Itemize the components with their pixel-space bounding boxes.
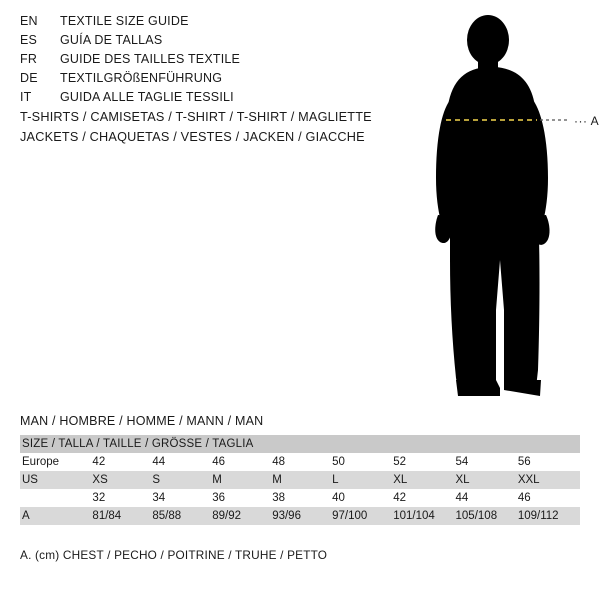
table-cell: 50: [332, 456, 345, 468]
table-cell: 105/108: [455, 510, 498, 522]
table-cell: 101/104: [393, 510, 435, 522]
legend-code: FR: [20, 52, 38, 66]
table-cell: 109/112: [517, 510, 559, 522]
legend-code: IT: [20, 90, 32, 104]
legend-text: TEXTILGRÖßENFÜHRUNG: [60, 71, 223, 85]
table-cell: M: [272, 474, 282, 486]
table-cell: XS: [92, 474, 108, 486]
table-cell: 54: [455, 456, 469, 468]
legend-row: [20, 33, 390, 52]
table-cell: 34: [152, 492, 166, 504]
table-cell: XXL: [517, 474, 540, 486]
table-header-label: SIZE / TALLA / TAILLE / GRÖSSE / TAGLIA: [22, 438, 254, 450]
legend-row: [20, 90, 390, 109]
footnote-chest-measure: A. (cm) CHEST / PECHO / POITRINE / TRUHE / PETTO: [20, 548, 328, 562]
legend-code: DE: [20, 71, 38, 85]
table-cell: S: [152, 474, 161, 486]
size-table-section: [20, 414, 580, 525]
row-label: Europe: [22, 456, 60, 468]
measure-label-a: ··· A: [574, 114, 600, 128]
size-table: [20, 435, 580, 525]
table-cell: 36: [212, 492, 226, 504]
table-cell: XL: [393, 474, 408, 486]
legend-code: EN: [20, 14, 38, 28]
table-cell: 97/100: [332, 510, 368, 522]
garment-categories: [20, 110, 420, 150]
table-row: [20, 489, 580, 507]
table-cell: 46: [517, 492, 531, 504]
table-cell: 42: [92, 456, 106, 468]
table-cell: M: [212, 474, 222, 486]
table-cell: 40: [332, 492, 345, 504]
table-row: [20, 471, 580, 489]
legend-row: [20, 52, 390, 71]
table-cell: 44: [152, 456, 166, 468]
legend-text: GUIDA ALLE TAGLIE TESSILI: [60, 90, 234, 104]
row-label: US: [22, 474, 38, 486]
table-row: [20, 507, 580, 525]
table-cell: 44: [455, 492, 469, 504]
table-header-row: [20, 435, 580, 453]
legend-text: TEXTILE SIZE GUIDE: [60, 14, 189, 28]
table-cell: L: [332, 474, 339, 486]
table-cell: 48: [272, 456, 285, 468]
table-row: [20, 453, 580, 471]
legend-row: [20, 14, 390, 33]
legend-code: ES: [20, 33, 38, 47]
legend-text: GUÍA DE TALLAS: [60, 33, 163, 47]
silhouette-svg: [400, 10, 600, 400]
male-silhouette-figure: [400, 10, 600, 400]
table-cell: 52: [393, 456, 407, 468]
table-cell: 42: [393, 492, 407, 504]
category-tshirts: T-SHIRTS / CAMISETAS / T-SHIRT / T-SHIRT / MAGLIETTE: [20, 110, 372, 124]
language-legend: [20, 14, 390, 109]
table-cell: 85/88: [152, 510, 182, 522]
table-cell: 93/96: [272, 510, 301, 522]
table-cell: 56: [517, 456, 531, 468]
row-label: A: [22, 510, 30, 522]
legend-text: GUIDE DES TAILLES TEXTILE: [60, 52, 241, 66]
table-cell: 32: [92, 492, 106, 504]
table-cell: 46: [212, 456, 226, 468]
table-cell: 81/84: [92, 510, 122, 522]
table-cell: 38: [272, 492, 285, 504]
table-title-man: MAN / HOMBRE / HOMME / MANN / MAN: [20, 414, 264, 428]
table-cell: XL: [455, 474, 470, 486]
table-cell: 89/92: [212, 510, 242, 522]
legend-row: [20, 71, 390, 90]
row-label: [20, 489, 92, 507]
category-jackets: JACKETS / CHAQUETAS / VESTES / JACKEN / GIACCHE: [20, 130, 365, 144]
